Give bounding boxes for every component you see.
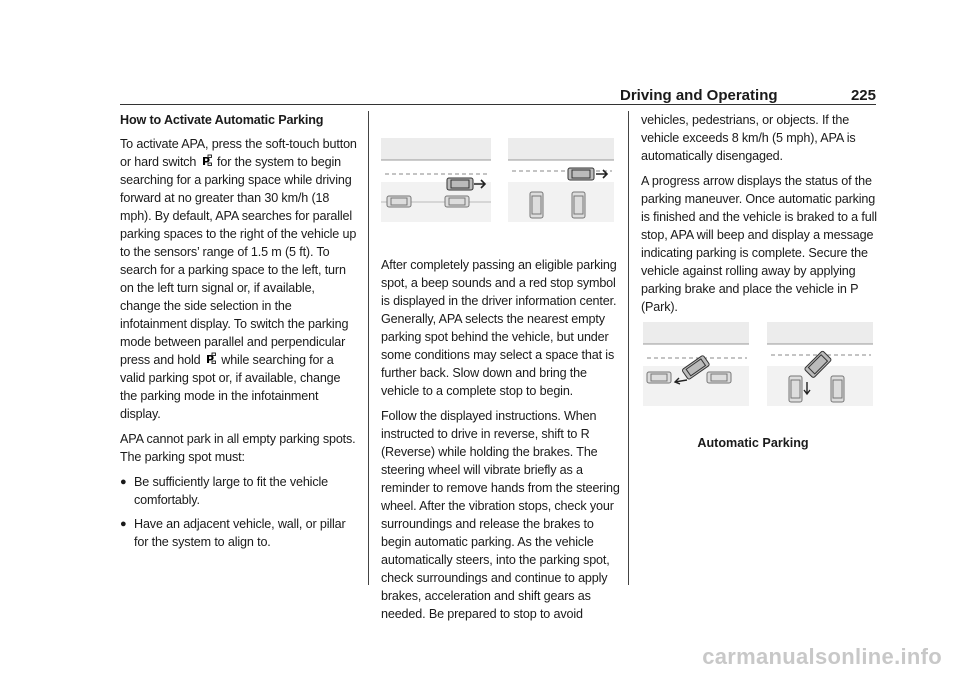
column-3 [641,111,881,323]
list-item-text: Have an adjacent vehicle, wall, or pillar for the system to align to. [134,517,346,549]
paragraph-text: To activate APA, press the soft-touch button or hard switch [120,137,357,169]
perpendicular-reverse-illustration [767,322,873,406]
page-header [620,84,876,104]
paragraph: APA cannot park in all empty parking spots. The parking spot must: [120,432,356,464]
car-icon [572,192,585,218]
parallel-reverse-illustration [643,322,749,406]
paragraph: Follow the displayed instructions. When instructed to drive in reverse, shift to R (Reverse) while holding the brakes. The steering wheel will vibrate briefly as a reminder to remove hands from the steering wheel. After the vibration stops, check your surroundings and release the brakes to begin automatic parking. As the vehicle automatically steers, into the parking spot, check surroundings and continue to apply brakes, acceleration and shift gears as needed. Be prepared to stop to avoid [381,409,620,621]
section-heading: How to Activate Automatic Parking [120,113,324,127]
column-1 [120,111,358,557]
list-item-text: Be sufficiently large to fit the vehicle comfortably. [134,475,328,507]
column-divider [368,111,369,585]
perpendicular-parking-illustration [508,138,614,222]
list-item [120,515,358,551]
bullet-list [120,473,358,551]
car-icon [568,168,594,180]
paragraph-text: while searching for a valid parking spot or, if available, change the parking mode in the infotainment display. [120,353,341,421]
parking-assist-icon [202,154,212,168]
car-icon [530,192,543,218]
page-number: 225 [850,87,876,104]
column-divider [628,111,629,585]
car-icon [447,178,473,190]
car-icon [789,376,802,402]
header-rule [120,104,876,105]
paragraph: After completely passing an eligible parking spot, a beep sounds and a red stop symbol is displayed in the driver information center. Generally, APA selects the nearest empty parking spot behind the vehicle, but under some conditions may select a space that is further back. Slow down and bring the vehicle to a complete stop to begin. [381,258,617,398]
parking-assist-icon [206,352,216,366]
car-icon [647,372,671,383]
parallel-parking-illustration [381,138,491,222]
list-item [120,473,358,509]
section-title: Driving and Operating [620,87,778,104]
bullet-icon: ● [120,518,127,530]
paragraph-text: for the system to begin searching for a parking space while driving forward at no greater than 30 km/h (18 mph). By default, APA searches for parallel parking spaces to the right of the vehicle up to the sensors’ range of 1.5 m (5 ft). To search for a parking space to the left, turn on the left turn signal or, if available, change the side selection in the infotainment display. To switch the parking mode between parallel and perpendicular press and hold [120,155,357,367]
column-2 [381,256,621,630]
car-icon [387,196,411,207]
paragraph: A progress arrow displays the status of the parking maneuver. Once automatic parking is finished and the vehicle is braked to a full stop, APA will beep and display a message indicating parking is complete. Secure the vehicle against rolling away by applying parking brake and place the vehicle in P (Park). [641,174,877,314]
watermark: carmanualsonline.info [702,644,942,669]
car-icon [831,376,844,402]
car-icon [707,372,731,383]
svg-text:P: P [201,155,210,168]
figure-caption: Automatic Parking [697,436,809,450]
bullet-icon: ● [120,476,127,488]
svg-text:P: P [205,353,214,366]
paragraph: vehicles, pedestrians, or objects. If the vehicle exceeds 8 km/h (5 mph), APA is automatically disengaged. [641,113,856,163]
car-icon [445,196,469,207]
paragraph [120,135,358,423]
